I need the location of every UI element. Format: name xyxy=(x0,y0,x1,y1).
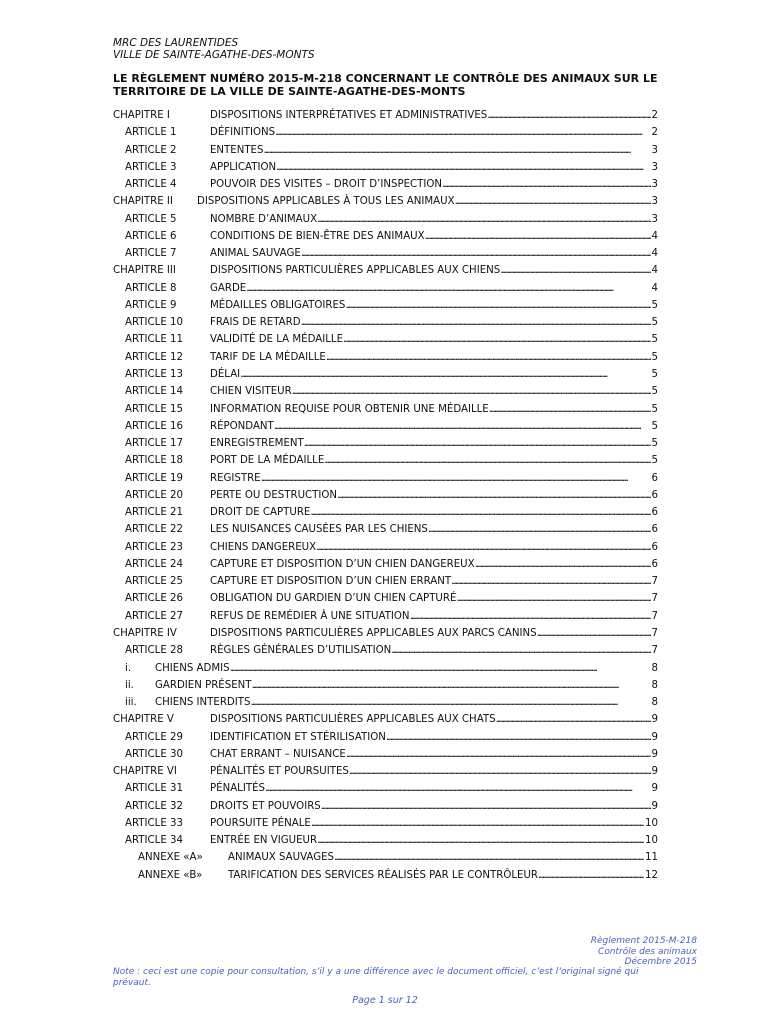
toc-entry[interactable] xyxy=(113,383,658,400)
toc-entry-page: 6 xyxy=(651,524,658,536)
toc-entry-label: iii. xyxy=(125,697,137,709)
toc-entry[interactable] xyxy=(113,677,658,694)
toc-entry-page: 9 xyxy=(651,800,658,812)
toc-entry-line xyxy=(210,142,658,159)
toc-entry-title: ANIMAL SAUVAGE xyxy=(210,248,301,260)
toc-entry-label: ARTICLE 11 xyxy=(125,334,183,346)
toc-entry[interactable] xyxy=(113,590,658,607)
toc-entry-label: ANNEXE «A» xyxy=(138,852,203,864)
toc-leader-dots xyxy=(500,262,650,279)
toc-entry-label: ARTICLE 15 xyxy=(125,403,183,415)
toc-entry-line xyxy=(210,590,658,607)
toc-entry-page: 9 xyxy=(651,748,658,760)
toc-entry[interactable] xyxy=(113,832,658,849)
toc-entry-page: 5 xyxy=(651,368,658,380)
toc-entry-line xyxy=(210,625,658,642)
toc-entry-label: ARTICLE 23 xyxy=(125,541,183,553)
toc-entry-line xyxy=(228,849,658,866)
toc-entry-label: ARTICLE 21 xyxy=(125,507,183,519)
toc-entry[interactable] xyxy=(113,642,658,659)
toc-entry-line xyxy=(210,539,658,556)
toc-entry-page: 3 xyxy=(651,213,658,225)
toc-leader-dots xyxy=(276,159,650,176)
toc-entry-title: ENREGISTREMENT xyxy=(210,438,304,450)
toc-entry-title: CHIENS ADMIS xyxy=(155,662,230,674)
toc-entry-page: 5 xyxy=(651,403,658,415)
toc-entry[interactable] xyxy=(113,504,658,521)
toc-entry-title: DROIT DE CAPTURE xyxy=(210,507,311,519)
toc-entry-page: 5 xyxy=(651,317,658,329)
toc-entry-line xyxy=(210,228,658,245)
toc-entry-label: ARTICLE 7 xyxy=(125,248,177,260)
toc-entry-title: MÉDAILLES OBLIGATOIRES xyxy=(210,299,346,311)
toc-entry[interactable] xyxy=(113,780,658,797)
toc-entry-label: ARTICLE 18 xyxy=(125,455,183,467)
toc-entry-title: REGISTRE xyxy=(210,472,261,484)
toc-entry-line xyxy=(210,608,658,625)
toc-entry-page: 6 xyxy=(651,558,658,570)
toc-entry-title: RÉPONDANT xyxy=(210,420,274,432)
toc-leader-dots xyxy=(263,142,650,159)
toc-entry-label: ARTICLE 2 xyxy=(125,144,177,156)
toc-entry-page: 10 xyxy=(645,835,658,847)
toc-leader-dots xyxy=(337,487,651,504)
toc-entry[interactable] xyxy=(113,487,658,504)
toc-entry-line xyxy=(197,193,658,210)
toc-entry-line xyxy=(210,711,658,728)
toc-entry[interactable] xyxy=(113,418,658,435)
toc-entry-title: DÉLAI xyxy=(210,368,241,380)
toc-entry-page: 6 xyxy=(651,472,658,484)
toc-entry[interactable] xyxy=(113,107,658,124)
toc-entry-label: ANNEXE «B» xyxy=(138,869,203,881)
toc-leader-dots xyxy=(442,176,650,193)
toc-leader-dots xyxy=(456,590,650,607)
document-title: LE RÈGLEMENT NUMÉRO 2015-M-218 CONCERNANT LE CONTRÔLE DES ANIMAUX SUR LE TERRITOIRE DE LA VILLE DE SAINTE-AGATHE-DES-MONTS xyxy=(113,72,658,98)
toc-entry-line xyxy=(210,383,658,400)
toc-entry-label: ARTICLE 29 xyxy=(125,731,183,743)
toc-entry[interactable] xyxy=(113,573,658,590)
toc-entry-title: DISPOSITIONS APPLICABLES À TOUS LES ANIMAUX xyxy=(197,196,455,208)
toc-entry-page: 9 xyxy=(651,766,658,778)
toc-entry-title: INFORMATION REQUISE POUR OBTENIR UNE MÉDAILLE xyxy=(210,403,489,415)
toc-leader-dots xyxy=(250,694,650,711)
toc-entry[interactable] xyxy=(113,366,658,383)
table-of-contents xyxy=(113,107,658,884)
toc-entry-title: CHIENS INTERDITS xyxy=(155,697,251,709)
header-city: VILLE DE SAINTE-AGATHE-DES-MONTS xyxy=(113,49,315,61)
toc-entry-title: VALIDITÉ DE LA MÉDAILLE xyxy=(210,334,344,346)
toc-entry-page: 12 xyxy=(645,869,658,881)
toc-entry-line xyxy=(210,832,658,849)
toc-entry-page: 8 xyxy=(651,662,658,674)
toc-entry-title: CHAT ERRANT – NUISANCE xyxy=(210,748,346,760)
toc-entry-label: ARTICLE 25 xyxy=(125,576,183,588)
toc-entry-page: 9 xyxy=(651,783,658,795)
toc-leader-dots xyxy=(386,729,651,746)
toc-entry-page: 11 xyxy=(645,852,658,864)
toc-entry-label: ARTICLE 5 xyxy=(125,213,177,225)
toc-leader-dots xyxy=(274,418,651,435)
toc-leader-dots xyxy=(455,193,651,210)
toc-entry-label: ARTICLE 4 xyxy=(125,179,177,191)
toc-entry[interactable] xyxy=(113,314,658,331)
toc-entry-title: REFUS DE REMÉDIER À UNE SITUATION xyxy=(210,610,410,622)
toc-leader-dots xyxy=(301,314,651,331)
toc-entry[interactable] xyxy=(113,297,658,314)
page-number: Page 1 sur 12 xyxy=(352,995,418,1006)
toc-entry-page: 5 xyxy=(651,351,658,363)
toc-leader-dots xyxy=(265,780,651,797)
toc-entry-title: DISPOSITIONS PARTICULIÈRES APPLICABLES AUX PARCS CANINS xyxy=(210,627,537,639)
toc-entry-line xyxy=(210,470,658,487)
toc-leader-dots xyxy=(321,798,651,815)
toc-entry-line xyxy=(210,729,658,746)
toc-leader-dots xyxy=(326,349,651,366)
toc-entry-label: ARTICLE 16 xyxy=(125,420,183,432)
toc-entry[interactable] xyxy=(113,245,658,262)
toc-entry-page: 6 xyxy=(651,541,658,553)
toc-entry-title: FRAIS DE RETARD xyxy=(210,317,301,329)
toc-entry[interactable] xyxy=(113,815,658,832)
toc-entry-page: 5 xyxy=(651,299,658,311)
toc-entry[interactable] xyxy=(113,159,658,176)
toc-leader-dots xyxy=(334,849,644,866)
toc-entry-title: TARIF DE LA MÉDAILLE xyxy=(210,351,326,363)
toc-entry-title: PÉNALITÉS ET POURSUITES xyxy=(210,766,349,778)
toc-leader-dots xyxy=(324,452,650,469)
toc-entry[interactable] xyxy=(113,331,658,348)
toc-entry-title: APPLICATION xyxy=(210,161,277,173)
toc-leader-dots xyxy=(316,539,650,556)
toc-entry[interactable] xyxy=(113,349,658,366)
toc-entry-label: CHAPITRE II xyxy=(113,196,173,208)
toc-entry-line xyxy=(210,107,658,124)
toc-entry-line xyxy=(210,366,658,383)
toc-entry-title: NOMBRE D’ANIMAUX xyxy=(210,213,318,225)
toc-leader-dots xyxy=(537,625,651,642)
toc-leader-dots xyxy=(391,642,650,659)
toc-entry-page: 5 xyxy=(651,386,658,398)
toc-entry[interactable] xyxy=(113,763,658,780)
toc-entry[interactable] xyxy=(113,435,658,452)
toc-entry-label: ARTICLE 14 xyxy=(125,386,183,398)
toc-leader-dots xyxy=(311,815,644,832)
toc-leader-dots xyxy=(487,107,650,124)
toc-entry-title: RÈGLES GÉNÉRALES D’UTILISATION xyxy=(210,645,392,657)
toc-entry-title: GARDIEN PRÉSENT xyxy=(155,679,252,691)
header-municipality: MRC DES LAURENTIDES xyxy=(113,37,239,49)
toc-entry-line xyxy=(228,867,658,884)
toc-entry[interactable] xyxy=(113,556,658,573)
toc-entry-line xyxy=(210,176,658,193)
toc-entry-label: ARTICLE 34 xyxy=(125,835,183,847)
toc-entry[interactable] xyxy=(113,470,658,487)
toc-entry-label: CHAPITRE IV xyxy=(113,627,177,639)
toc-entry-title: ENTENTES xyxy=(210,144,264,156)
toc-entry[interactable] xyxy=(113,625,658,642)
toc-entry-label: ARTICLE 20 xyxy=(125,489,183,501)
toc-entry-label: ARTICLE 13 xyxy=(125,368,183,380)
toc-entry[interactable] xyxy=(113,849,658,866)
toc-entry-page: 4 xyxy=(651,230,658,242)
toc-leader-dots xyxy=(451,573,650,590)
toc-entry-line xyxy=(210,159,658,176)
toc-leader-dots xyxy=(240,366,650,383)
toc-entry-page: 9 xyxy=(651,714,658,726)
footer-reference xyxy=(591,936,697,968)
toc-entry-page: 3 xyxy=(651,196,658,208)
toc-entry-page: 10 xyxy=(645,817,658,829)
toc-entry[interactable] xyxy=(113,746,658,763)
toc-entry-page: 6 xyxy=(651,489,658,501)
toc-entry-line xyxy=(210,280,658,297)
toc-entry[interactable] xyxy=(113,142,658,159)
toc-entry-label: ARTICLE 8 xyxy=(125,282,177,294)
toc-entry-title: DÉFINITIONS xyxy=(210,127,276,139)
toc-entry-label: ARTICLE 22 xyxy=(125,524,183,536)
toc-leader-dots xyxy=(496,711,651,728)
footer-regulation-number: Règlement 2015-M-218 xyxy=(590,936,697,946)
toc-entry-line xyxy=(210,331,658,348)
toc-entry-page: 5 xyxy=(651,438,658,450)
toc-entry[interactable] xyxy=(113,798,658,815)
toc-entry-label: ARTICLE 10 xyxy=(125,317,183,329)
toc-entry-page: 2 xyxy=(651,127,658,139)
toc-entry-page: 3 xyxy=(651,179,658,191)
toc-entry-title: OBLIGATION DU GARDIEN D’UN CHIEN CAPTURÉ xyxy=(210,593,457,605)
toc-entry-label: ARTICLE 28 xyxy=(125,645,183,657)
toc-leader-dots xyxy=(343,331,651,348)
toc-entry-page: 7 xyxy=(651,610,658,622)
toc-entry-page: 6 xyxy=(651,507,658,519)
footer-subject: Contrôle des animaux xyxy=(598,946,697,957)
toc-entry[interactable] xyxy=(113,694,658,711)
toc-entry-title: DISPOSITIONS INTERPRÉTATIVES ET ADMINISTRATIVES xyxy=(210,110,488,121)
toc-entry[interactable] xyxy=(113,452,658,469)
toc-entry-title: ANIMAUX SAUVAGES xyxy=(228,852,335,864)
toc-leader-dots xyxy=(317,832,644,849)
toc-entry[interactable] xyxy=(113,124,658,141)
toc-leader-dots xyxy=(252,677,651,694)
toc-entry-line xyxy=(210,504,658,521)
toc-entry[interactable] xyxy=(113,539,658,556)
toc-entry-line xyxy=(210,746,658,763)
toc-entry-title: CHIENS DANGEREUX xyxy=(210,541,317,553)
toc-entry[interactable] xyxy=(113,280,658,297)
footer-note: Note : ceci est une copie pour consultation, s’il y a une différence avec le document officiel, c’est l’original signé qui prévaut. xyxy=(113,967,639,988)
toc-entry-line xyxy=(210,556,658,573)
toc-leader-dots xyxy=(317,211,650,228)
toc-entry-label: ARTICLE 31 xyxy=(125,783,183,795)
toc-entry-line xyxy=(210,418,658,435)
toc-entry-label: ARTICLE 30 xyxy=(125,748,183,760)
toc-leader-dots xyxy=(304,435,651,452)
toc-leader-dots xyxy=(428,521,651,538)
toc-entry-title: CONDITIONS DE BIEN-ÊTRE DES ANIMAUX xyxy=(210,230,425,242)
toc-entry-line xyxy=(155,677,658,694)
toc-entry-label: ARTICLE 6 xyxy=(125,230,177,242)
toc-entry-line xyxy=(210,349,658,366)
toc-entry-line xyxy=(210,573,658,590)
toc-entry-label: ARTICLE 1 xyxy=(125,127,177,139)
toc-entry-page: 5 xyxy=(651,334,658,346)
toc-entry-label: ARTICLE 12 xyxy=(125,351,183,363)
toc-leader-dots xyxy=(230,660,651,677)
toc-leader-dots xyxy=(346,746,651,763)
toc-entry-label: CHAPITRE I xyxy=(113,110,170,121)
toc-entry-page: 8 xyxy=(651,679,658,691)
toc-entry-line xyxy=(210,314,658,331)
toc-entry-label: CHAPITRE VI xyxy=(113,766,177,778)
toc-entry-line xyxy=(210,798,658,815)
toc-entry[interactable] xyxy=(113,176,658,193)
toc-entry-page: 4 xyxy=(651,248,658,260)
toc-entry-line xyxy=(210,780,658,797)
toc-entry-page: 3 xyxy=(651,144,658,156)
toc-entry[interactable] xyxy=(113,711,658,728)
toc-entry[interactable] xyxy=(113,660,658,677)
toc-entry-label: CHAPITRE V xyxy=(113,714,174,726)
toc-entry-title: PÉNALITÉS xyxy=(210,783,265,795)
toc-entry[interactable] xyxy=(113,608,658,625)
toc-entry-page: 9 xyxy=(651,731,658,743)
toc-entry-label: ARTICLE 32 xyxy=(125,800,183,812)
toc-leader-dots xyxy=(410,608,651,625)
toc-entry-line xyxy=(210,245,658,262)
toc-entry-title: POURSUITE PÉNALE xyxy=(210,817,311,829)
toc-leader-dots xyxy=(345,297,650,314)
toc-entry-line xyxy=(210,435,658,452)
toc-entry-page: 5 xyxy=(651,420,658,432)
toc-entry-page: 5 xyxy=(651,455,658,467)
toc-entry-title: DROITS ET POUVOIRS xyxy=(210,800,321,812)
toc-entry-title: IDENTIFICATION ET STÉRILISATION xyxy=(210,731,386,743)
toc-entry-label: i. xyxy=(125,662,132,674)
toc-entry-line xyxy=(210,763,658,780)
toc-entry[interactable] xyxy=(113,228,658,245)
toc-entry[interactable] xyxy=(113,729,658,746)
toc-entry-line xyxy=(210,452,658,469)
toc-entry[interactable] xyxy=(113,401,658,418)
toc-leader-dots xyxy=(349,763,651,780)
toc-entry-page: 2 xyxy=(651,110,658,121)
toc-entry-label: CHAPITRE III xyxy=(113,265,176,277)
toc-entry-title: PERTE OU DESTRUCTION xyxy=(210,489,338,501)
toc-entry-line xyxy=(210,262,658,279)
footer-date: Décembre 2015 xyxy=(624,957,697,967)
toc-entry-title: CAPTURE ET DISPOSITION D’UN CHIEN ERRANT xyxy=(210,576,452,588)
toc-leader-dots xyxy=(275,124,650,141)
toc-leader-dots xyxy=(475,556,651,573)
toc-entry-line xyxy=(210,297,658,314)
toc-entry-page: 4 xyxy=(651,265,658,277)
toc-leader-dots xyxy=(301,245,651,262)
toc-entry-line xyxy=(210,124,658,141)
toc-entry-page: 7 xyxy=(651,645,658,657)
toc-leader-dots xyxy=(292,383,651,400)
toc-entry-label: ii. xyxy=(125,679,134,691)
toc-entry-line xyxy=(210,815,658,832)
toc-entry[interactable] xyxy=(113,193,658,210)
toc-entry-line xyxy=(155,660,658,677)
toc-entry-title: DISPOSITIONS PARTICULIÈRES APPLICABLES AUX CHATS xyxy=(210,714,496,726)
toc-entry-page: 3 xyxy=(651,161,658,173)
toc-entry-line xyxy=(210,642,658,659)
toc-entry[interactable] xyxy=(113,521,658,538)
toc-entry-title: ENTRÉE EN VIGUEUR xyxy=(210,835,318,847)
toc-leader-dots xyxy=(310,504,650,521)
toc-entry[interactable] xyxy=(113,262,658,279)
toc-entry-title: PORT DE LA MÉDAILLE xyxy=(210,455,325,467)
toc-entry-title: POUVOIR DES VISITES – DROIT D’INSPECTION xyxy=(210,179,443,191)
toc-entry-title: GARDE xyxy=(210,282,247,294)
toc-entry-line xyxy=(210,487,658,504)
toc-entry-label: ARTICLE 9 xyxy=(125,299,177,311)
toc-entry-page: 7 xyxy=(651,627,658,639)
toc-entry-page: 8 xyxy=(651,697,658,709)
toc-entry-title: CAPTURE ET DISPOSITION D’UN CHIEN DANGEREUX xyxy=(210,558,475,570)
toc-entry-label: ARTICLE 19 xyxy=(125,472,183,484)
toc-entry-line xyxy=(210,401,658,418)
toc-leader-dots xyxy=(538,867,644,884)
toc-entry[interactable] xyxy=(113,211,658,228)
toc-entry-label: ARTICLE 26 xyxy=(125,593,183,605)
toc-entry-line xyxy=(210,521,658,538)
toc-leader-dots xyxy=(261,470,651,487)
toc-entry-label: ARTICLE 27 xyxy=(125,610,183,622)
toc-entry-page: 7 xyxy=(651,576,658,588)
toc-leader-dots xyxy=(489,401,651,418)
toc-entry-page: 4 xyxy=(651,282,658,294)
toc-entry-page: 7 xyxy=(651,593,658,605)
toc-entry-title: CHIEN VISITEUR xyxy=(210,386,292,398)
toc-leader-dots xyxy=(425,228,651,245)
toc-entry-line xyxy=(210,211,658,228)
toc-entry-title: DISPOSITIONS PARTICULIÈRES APPLICABLES AUX CHIENS xyxy=(210,265,501,277)
toc-entry-label: ARTICLE 33 xyxy=(125,817,183,829)
toc-entry[interactable] xyxy=(113,867,658,884)
toc-entry-label: ARTICLE 3 xyxy=(125,161,177,173)
toc-entry-label: ARTICLE 17 xyxy=(125,438,183,450)
toc-entry-title: LES NUISANCES CAUSÉES PAR LES CHIENS xyxy=(210,524,428,536)
toc-entry-label: ARTICLE 24 xyxy=(125,558,183,570)
toc-leader-dots xyxy=(246,280,650,297)
toc-entry-line xyxy=(155,694,658,711)
toc-entry-title: TARIFICATION DES SERVICES RÉALISÉS PAR LE CONTRÔLEUR xyxy=(228,869,539,881)
